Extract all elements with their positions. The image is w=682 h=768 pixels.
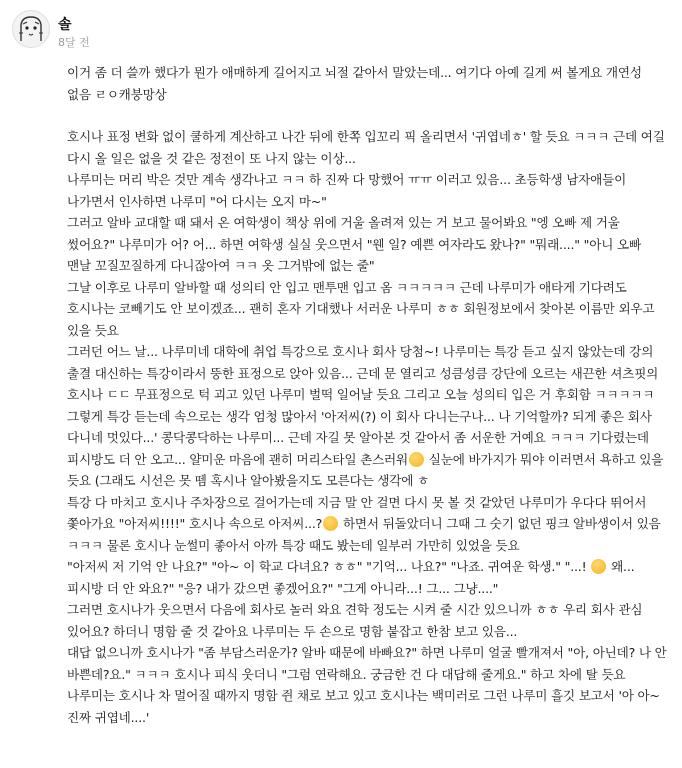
text-segment: 특강 다 마치고 호시나 주차장으로 걸어가는데 지금 말 안 걸면 다시 못 볼 것 같았던 나루미가 우다다 뛰어서 쫓아가요 "아저씨!!!!" 호시나 속으로 아저씨...? (67, 494, 647, 531)
paragraph: 그날 이후로 나루미 알바할 때 성의티 안 입고 맨투맨 입고 옴 ㅋㅋㅋㅋㅋ 근데 나루미가 애타게 기다려도 호시나는 코빼기도 안 보이겠죠... 괜히 혼자 기대했나 서러운 나루미 ㅎㅎ 회원정보에서 찾아본 이름만 외우고 있을 듯요 (67, 279, 655, 338)
paragraph: 나루미는 호시나 차 멀어질 때까지 명함 쥔 채로 보고 있고 호시나는 백미러로 그런 나루미 흘깃 보고서 '아 아~ 진짜 귀엽네....' (67, 688, 660, 725)
paragraph: 호시나 표정 변화 없이 쿨하게 계산하고 나간 뒤에 한쪽 입꼬리 픽 올리면서 '귀엽네ㅎ' 할 듯요 ㅋㅋㅋ 근데 여길 다시 올 일은 없을 것 같은 정전이 또 나지 않는 이상... (67, 129, 665, 166)
paragraph: 그러면 호시나가 웃으면서 다음에 회사로 놀러 와요 견학 정도는 시켜 줄 시간 있으니까 ㅎㅎ 우리 회사 관심 있어요? 하더니 명함 줄 것 같아요 나루미는 두 손으로 명함 붙잡고 한참 보고 있음... (67, 602, 643, 639)
paragraph-intro: 이거 좀 더 쓸까 했다가 뭔가 애매하게 길어지고 뇌절 같아서 말았는데... 여기다 아예 길게 써 볼게요 개연성 없음 ㄹㅇ캐붕망상 (67, 65, 642, 102)
text-segment: "아저씨 저 기억 안 나요?" "아~ 이 학교 다녀요? ㅎㅎ" "기억... 나요?" "나죠. 귀여운 학생." "...! (67, 559, 591, 574)
face-emoji-icon (409, 452, 424, 467)
text-segment: 하면서 뒤돌았더니 그때 그 숫기 없던 핑크 알바생이서 있음 ㅋㅋㅋ 물론 호시나 눈썰미 좋아서 아까 특강 때도 봤는데 일부러 가만히 있었을 듯요 (67, 516, 661, 553)
paragraph: 대답 없으니까 호시나가 "좀 부담스러운가? 알바 때문에 바빠요?" 하면 나루미 얼굴 빨개져서 "아, 아닌데? 나 안 바쁜데?요." ㅋㅋㅋ 호시나 피식 웃더니 "그럼 연락해요. 궁금한 건 다 대답해 줄게요." 하고 차에 탈 듯요 (67, 645, 667, 682)
paragraph (67, 406, 667, 492)
face-emoji-icon (323, 516, 338, 531)
paragraph (67, 492, 667, 557)
paragraph (67, 556, 667, 599)
sketch-face-avatar-icon (13, 11, 49, 47)
timestamp: 8달 전 (58, 36, 90, 49)
comment-body (67, 62, 667, 728)
face-emoji-icon (591, 559, 606, 574)
text-segment: 왜... 피시방 더 안 와요?" "응? 내가 갔으면 좋겠어요?" "그게 아니라...! 그... 그냥...." (67, 559, 635, 596)
paragraph: 나루미는 머리 박은 것만 계속 생각나고 ㅋㅋ 하 진짜 다 망했어 ㅠㅠ 이러고 있음... 초등학생 남자애들이 나가면서 인사하면 나루미 "어 다시는 오지 마~" (67, 172, 627, 209)
text-segment: 그렇게 특강 듣는데 속으로는 생각 엄청 많아서 '아저씨(?) 이 회사 다니는구나... 나 기억할까? 되게 좋은 회사 다니네 멋있다...' 콩닥콩닥하는 나루미... 근데 자길 못 알아본 것 같아서 좀 서운한 거예요 ㅋㅋㅋ 기다렸는데 피시방도 더 안 오고... 얄미운 마음에 괜히 머리스타일 촌스러워 (67, 408, 652, 467)
paragraph: 그러고 알바 교대할 때 돼서 온 여학생이 책상 위에 거울 올려져 있는 거 보고 물어봐요 "엥 오빠 제 거울 썼어요?" 나루미가 어? 어... 하면 여학생 실실 웃으면서 "웬 일? 예쁜 여자라도 왔나?" "뭐래...." "아니 오빠 맨날 꼬질꼬질하게 다니잖아여 ㅋㅋ 옷 그거밖에 없는 줄" (67, 215, 641, 273)
paragraph: 그러던 어느 날... 나루미네 대학에 취업 특강으로 호시나 회사 당첨~! 나루미는 특강 듣고 싶지 않았는데 강의 출결 대신하는 특강이라서 뚱한 표정으로 앉아 있음... 근데 문 열리고 성큼성큼 강단에 오르는 새끈한 셔츠핏의 호시나 ㄷㄷ 무표정으로 턱 괴고 있던 나루미 벌떡 일어날 듯요 그리고 오늘 성의티 입은 거 후회함 ㅋㅋㅋㅋㅋ (67, 344, 659, 402)
avatar[interactable] (12, 10, 50, 48)
comment-header (12, 6, 672, 50)
text-segment: 실눈에 바가지가 뭐야 이러면서 욕하고 있을 듯요 (그래도 시선은 못 뗌 혹시나 알아봤을지도 모른다는 생각에 ㅎ (67, 451, 664, 488)
author-name[interactable]: 솔 (58, 17, 72, 33)
